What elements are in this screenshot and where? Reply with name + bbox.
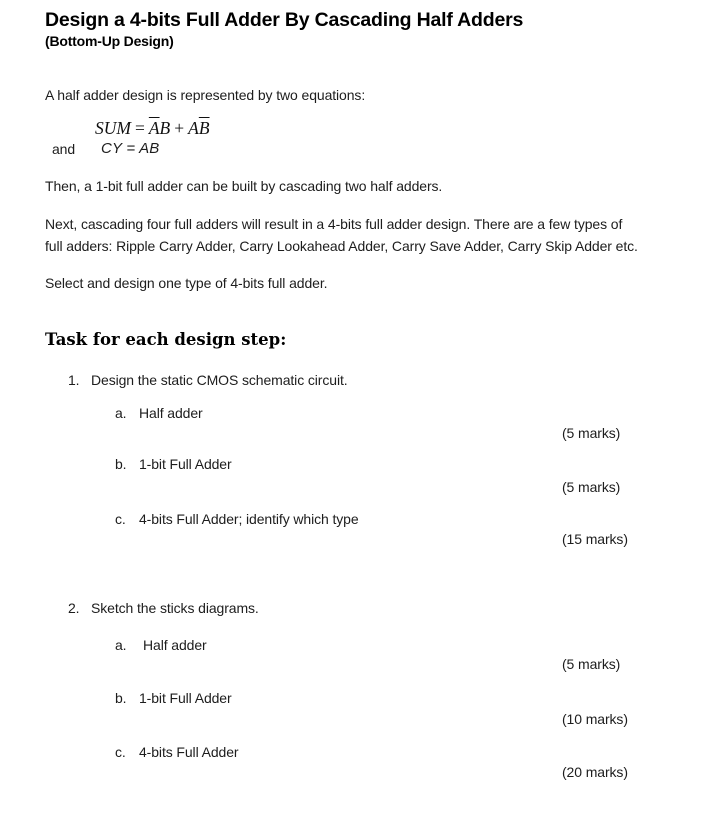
task-item-2 <box>68 599 259 618</box>
task-item-2a-letter: a. <box>115 637 127 653</box>
task-item-1b-marks: (5 marks) <box>562 479 621 495</box>
task-item-1c-letter: c. <box>115 511 126 527</box>
paragraph-4bits-full-adder-types: Next, cascading four full adders will result in a 4-bits full adder design. There are a few types of full adders: Ripple Carry Adder, Carry Lookahead Adder, Carry Save Adder, Carry Skip Adder etc. <box>45 216 638 254</box>
task-item-2c-marks: (20 marks) <box>562 764 628 780</box>
task-item-2b <box>115 689 232 708</box>
equation-term1-a-overbar: $\overline{A}$ <box>148 118 160 138</box>
task-item-1c-marks: (15 marks) <box>562 531 628 547</box>
plus-sign: + <box>174 118 185 138</box>
task-item-1a <box>115 404 203 423</box>
sum-equation <box>95 116 210 140</box>
task-item-1 <box>68 371 348 390</box>
task-item-1a-marks: (5 marks) <box>562 425 621 441</box>
task-item-1b-letter: b. <box>115 456 127 472</box>
task-item-1a-letter: a. <box>115 405 127 421</box>
task-item-2b-marks: (10 marks) <box>562 711 628 727</box>
task-item-2a <box>115 636 207 655</box>
task-item-1-number: 1. <box>68 372 80 388</box>
task-item-1-label: Design the static CMOS schematic circuit. <box>91 372 348 388</box>
task-item-2-number: 2. <box>68 600 80 616</box>
equation-term1-b: B <box>159 118 171 138</box>
paragraph-1bit-full-adder: Then, a 1-bit full adder can be built by cascading two half adders. <box>45 178 443 194</box>
document-title: Design a 4-bits Full Adder By Cascading Half Adders <box>45 9 524 31</box>
paragraph-select-design: Select and design one type of 4-bits full adder. <box>45 275 328 291</box>
task-item-2c <box>115 743 238 762</box>
task-item-1b-label: 1-bit Full Adder <box>139 456 232 472</box>
task-item-1b <box>115 455 232 474</box>
paragraph-half-adder-equations: A half adder design is represented by two equations: <box>45 87 366 103</box>
equation-term2-b-overbar: $\overline{B}$ <box>198 118 210 138</box>
cy-equation: CY = AB <box>101 140 160 157</box>
document-subtitle: (Bottom-Up Design) <box>45 33 174 49</box>
and-label: and <box>52 141 76 157</box>
task-item-2-label: Sketch the sticks diagrams. <box>91 600 259 616</box>
task-item-1c <box>115 510 359 529</box>
task-item-2b-letter: b. <box>115 690 127 706</box>
task-item-2c-label: 4-bits Full Adder <box>139 744 239 760</box>
task-item-2c-letter: c. <box>115 744 126 760</box>
task-item-2a-marks: (5 marks) <box>562 656 621 672</box>
task-item-2b-label: 1-bit Full Adder <box>139 690 232 706</box>
task-item-2a-label: Half adder <box>143 637 207 653</box>
task-item-1c-label: 4-bits Full Adder; identify which type <box>139 511 359 527</box>
task-item-1a-label: Half adder <box>139 405 203 421</box>
equation-term2-a: A <box>188 118 199 138</box>
equation-lhs: SUM <box>95 118 131 138</box>
tasks-heading: Task for each design step: <box>45 330 287 349</box>
equals-sign: = <box>134 118 145 138</box>
